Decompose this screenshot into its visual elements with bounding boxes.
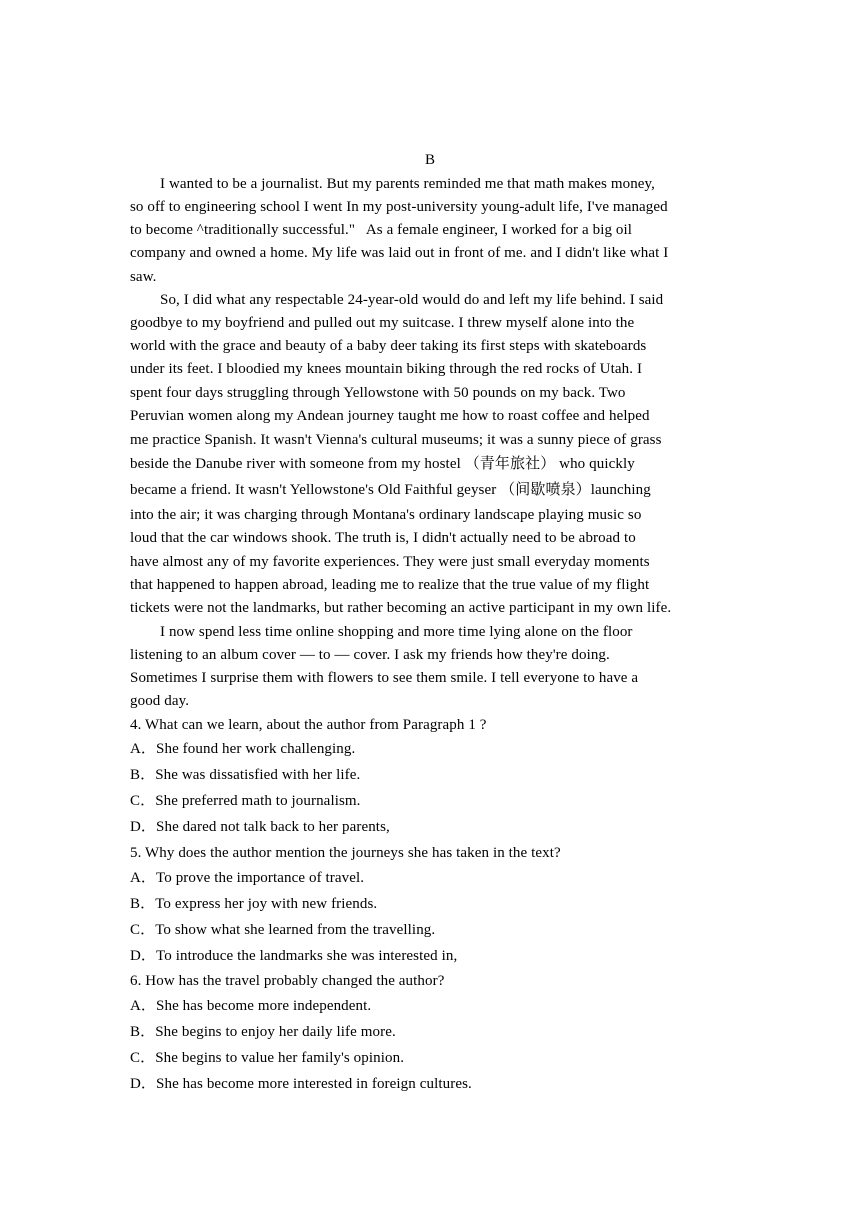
passage-line: I now spend less time online shopping and more time lying alone on the floor bbox=[160, 624, 633, 640]
answer-option: D．She has become more interested in foreign cultures. bbox=[130, 1076, 472, 1092]
passage-line: spent four days struggling through Yellowstone with 50 pounds on my back. Two bbox=[130, 385, 626, 401]
passage-line: so off to engineering school I went In my post-university young-adult life, I've managed bbox=[130, 199, 668, 215]
answer-option: A．She found her work challenging. bbox=[130, 741, 356, 757]
passage-line: into the air; it was charging through Montana's ordinary landscape playing music so bbox=[130, 507, 642, 523]
answer-option: B．She begins to enjoy her daily life more. bbox=[130, 1024, 396, 1040]
passage-line: company and owned a home. My life was laid out in front of me. and I didn't like what I bbox=[130, 245, 669, 261]
passage-line: Sometimes I surprise them with flowers to see them smile. I tell everyone to have a bbox=[130, 670, 639, 686]
passage-line: tickets were not the landmarks, but rather becoming an active participant in my own life. bbox=[130, 600, 672, 616]
passage-line: So, I did what any respectable 24-year-old would do and left my life behind. I said bbox=[160, 292, 664, 308]
answer-option: C．To show what she learned from the travelling. bbox=[130, 922, 436, 938]
passage-line: became a friend. It wasn't Yellowstone's Old Faithful geyser （间歇喷泉）launching bbox=[130, 482, 651, 498]
passage-heading: B bbox=[424, 152, 435, 168]
answer-option: A．She has become more independent. bbox=[130, 998, 372, 1014]
answer-option: B．To express her joy with new friends. bbox=[130, 896, 378, 912]
passage-line: have almost any of my favorite experiences. They were just small everyday moments bbox=[130, 554, 650, 570]
passage-line: I wanted to be a journalist. But my parents reminded me that math makes money, bbox=[160, 176, 656, 192]
answer-option: B．She was dissatisfied with her life. bbox=[130, 767, 361, 783]
question-stem: 6. How has the travel probably changed the author? bbox=[130, 973, 445, 989]
passage-line: listening to an album cover — to — cover. I ask my friends how they're doing. bbox=[130, 647, 610, 663]
answer-option: D．She dared not talk back to her parents, bbox=[130, 819, 390, 835]
passage-line: me practice Spanish. It wasn't Vienna's cultural museums; it was a sunny piece of grass bbox=[130, 432, 662, 448]
answer-option: A．To prove the importance of travel. bbox=[130, 870, 365, 886]
passage-line: saw. bbox=[130, 269, 157, 285]
passage-line: beside the Danube river with someone from my hostel （青年旅社） who quickly bbox=[130, 456, 635, 472]
answer-option: D．To introduce the landmarks she was interested in, bbox=[130, 948, 458, 964]
passage-line: that happened to happen abroad, leading me to realize that the true value of my flight bbox=[130, 577, 650, 593]
passage-line: world with the grace and beauty of a baby deer taking its first steps with skateboards bbox=[130, 338, 647, 354]
passage-line: good day. bbox=[130, 693, 190, 709]
passage-line: to become ^traditionally successful." As a female engineer, I worked for a big oil bbox=[130, 222, 633, 238]
question-stem: 5. Why does the author mention the journeys she has taken in the text? bbox=[130, 845, 561, 861]
passage-line: under its feet. I bloodied my knees mountain biking through the red rocks of Utah. I bbox=[130, 361, 643, 377]
passage-line: goodbye to my boyfriend and pulled out my suitcase. I threw myself alone into the bbox=[130, 315, 635, 331]
answer-option: C．She preferred math to journalism. bbox=[130, 793, 361, 809]
answer-option: C．She begins to value her family's opinion. bbox=[130, 1050, 405, 1066]
passage-line: Peruvian women along my Andean journey taught me how to roast coffee and helped bbox=[130, 408, 650, 424]
passage-line: loud that the car windows shook. The truth is, I didn't actually need to be abroad to bbox=[130, 530, 636, 546]
question-stem: 4. What can we learn, about the author from Paragraph 1 ? bbox=[130, 717, 487, 733]
